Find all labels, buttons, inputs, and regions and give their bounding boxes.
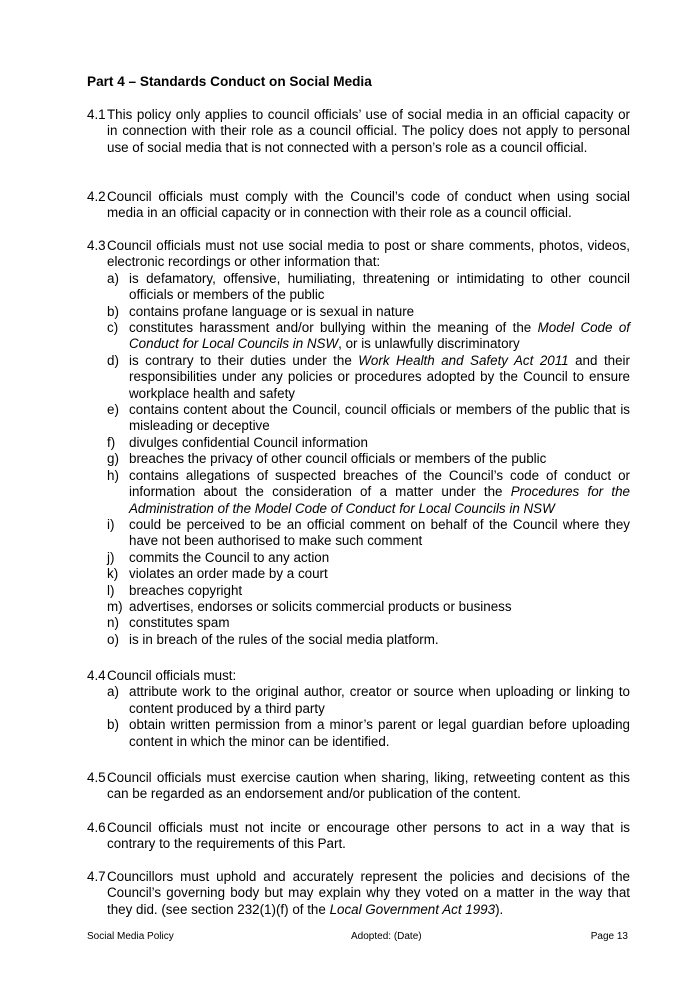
- footer-adopted-date: Adopted: (Date): [351, 931, 422, 942]
- list-item: [107, 271, 630, 304]
- item-label: c): [107, 320, 119, 336]
- list-item: [107, 517, 630, 550]
- item-label: j): [107, 549, 115, 565]
- clause-4-6: [87, 820, 630, 853]
- clause-4-3-list: [87, 271, 630, 648]
- item-text: [129, 468, 630, 517]
- item-text-part: is contrary to their duties under the: [129, 352, 359, 368]
- item-text-part: , or is unlawfully discriminatory: [338, 336, 520, 352]
- clause-text: This policy only applies to council officials’ use of social media in an official capacity or in connection with their role as a council official. The policy does not apply to personal use of social media that is not connected with a person’s role as a council official.: [107, 107, 630, 155]
- clause-number: 4.7: [87, 869, 106, 884]
- clause-text-emphasis: Local Government Act 1993: [329, 901, 496, 917]
- clause-4-3: [87, 238, 630, 648]
- item-text: could be perceived to be an official comment on behalf of the Council where they have not been authorised to make such comment: [129, 516, 630, 549]
- part-heading: Part 4 – Standards Conduct on Social Media: [87, 74, 372, 89]
- list-item: [107, 451, 630, 467]
- clause-text-part: Councillors must uphold and accurately represent the policies and decisions of the Council’s governing body but may explain why they voted on a matter in the way that they did. (see section 232(1)(f) of the: [107, 869, 630, 917]
- clause-number: 4.3: [87, 238, 106, 253]
- item-label: h): [107, 467, 119, 483]
- list-item: [107, 566, 630, 582]
- item-text-part: constitutes harassment and/or bullying within the meaning of the: [129, 320, 538, 336]
- item-label: b): [107, 717, 119, 733]
- item-text: breaches the privacy of other council officials or members of the public: [129, 451, 547, 467]
- item-label: f): [107, 434, 116, 450]
- item-label: g): [107, 451, 119, 467]
- list-item: [107, 320, 630, 353]
- item-text: contains profane language or is sexual in nature: [129, 303, 415, 319]
- clause-4-2: [87, 189, 630, 222]
- item-label: l): [107, 582, 115, 598]
- item-text: commits the Council to any action: [129, 549, 330, 565]
- item-text: contains content about the Council, council officials or members of the public that is misleading or deceptive: [129, 402, 630, 434]
- clause-text: [107, 869, 630, 918]
- clause-number: 4.5: [87, 770, 106, 785]
- clause-4-7: [87, 869, 630, 918]
- list-item: [107, 717, 630, 750]
- item-text: divulges confidential Council information: [129, 434, 368, 450]
- clause-4-4: [87, 668, 630, 750]
- clause-number: 4.1: [87, 107, 106, 122]
- item-text: advertises, endorses or solicits commercial products or business: [129, 598, 512, 614]
- clause-number: 4.4: [87, 668, 106, 683]
- item-text: [129, 353, 630, 402]
- clause-number: 4.2: [87, 189, 106, 204]
- item-label: m): [107, 598, 123, 614]
- list-item: [107, 353, 630, 402]
- item-label: a): [107, 684, 119, 700]
- item-text: obtain written permission from a minor’s parent or legal guardian before uploading content in which the minor can be identified.: [129, 717, 630, 749]
- item-label: i): [107, 516, 115, 532]
- item-text: [129, 320, 630, 353]
- footer-page-number: Page 13: [590, 931, 628, 942]
- item-text-emphasis: Work Health and Safety Act 2011: [358, 352, 569, 368]
- clause-text: Council officials must comply with the Council’s code of conduct when using social media in an official capacity or in connection with their role as a council official.: [107, 189, 630, 221]
- item-text-emphasis: Procedures for the Administration of the Model Code of Conduct for Local Councils in NSW: [129, 484, 630, 516]
- item-text-part: and their responsibilities under any policies or procedures adopted by the Council to ensure workplace health and safety: [129, 352, 630, 401]
- item-label: e): [107, 402, 119, 418]
- item-text: attribute work to the original author, creator or source when uploading or linking to content produced by a third party: [129, 684, 630, 716]
- list-item: [107, 632, 630, 648]
- item-text: is in breach of the rules of the social media platform.: [129, 631, 439, 647]
- list-item: [107, 615, 630, 631]
- clause-text: Council officials must exercise caution when sharing, liking, retweeting content as this can be regarded as an endorsement and/or publication of the content.: [107, 770, 630, 802]
- clause-4-5: [87, 770, 630, 803]
- list-item: [107, 599, 630, 615]
- item-label: n): [107, 615, 119, 631]
- clause-text-part: ).: [495, 901, 504, 917]
- footer-document-title: Social Media Policy: [87, 931, 174, 942]
- item-label: b): [107, 303, 119, 319]
- clause-4-1: [87, 107, 630, 156]
- item-label: a): [107, 270, 119, 286]
- list-item: [107, 304, 630, 320]
- item-text: is defamatory, offensive, humiliating, threatening or intimidating to other council officials or members of the public: [129, 270, 630, 303]
- list-item: [107, 435, 630, 451]
- list-item: [107, 550, 630, 566]
- item-text-part: contains allegations of suspected breaches of the Council’s code of conduct or information about the consideration of a matter under the: [129, 467, 630, 500]
- list-item: [107, 583, 630, 599]
- item-text: constitutes spam: [129, 615, 230, 631]
- clause-text: Council officials must not use social media to post or share comments, photos, videos, electronic recordings or other information that:: [107, 238, 630, 270]
- item-label: k): [107, 566, 119, 582]
- item-text-emphasis: Model Code of Conduct for Local Councils in NSW: [129, 320, 630, 352]
- clause-text: Council officials must:: [107, 668, 237, 683]
- list-item: [107, 468, 630, 517]
- item-label: o): [107, 631, 119, 647]
- clause-text: Council officials must not incite or encourage other persons to act in a way that is contrary to the requirements of this Part.: [107, 820, 630, 852]
- item-text: breaches copyright: [129, 582, 243, 598]
- list-item: [107, 402, 630, 435]
- item-label: d): [107, 352, 119, 368]
- clause-4-4-list: [87, 684, 630, 750]
- clause-number: 4.6: [87, 820, 106, 835]
- item-text: violates an order made by a court: [129, 566, 328, 582]
- list-item: [107, 684, 630, 717]
